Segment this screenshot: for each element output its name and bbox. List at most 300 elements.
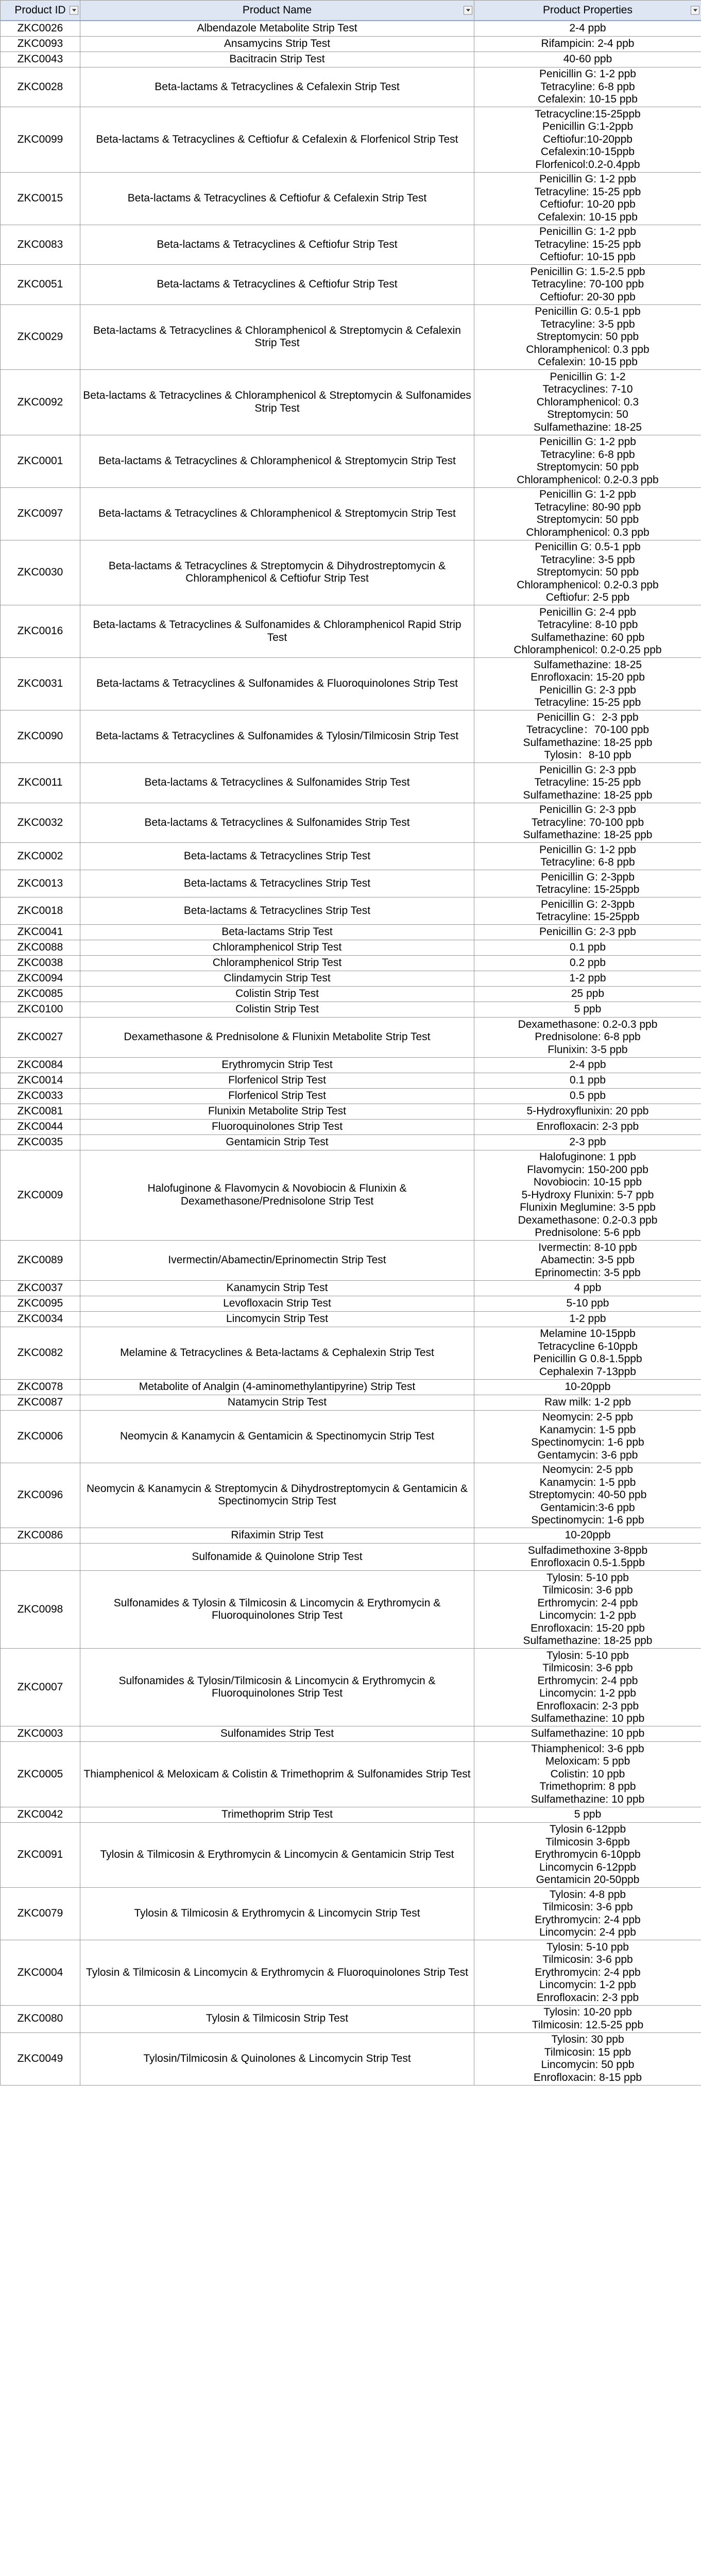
property-line: Erythromycin: 2-4 ppb (535, 1966, 641, 1978)
cell-product-properties[interactable] (474, 1463, 701, 1528)
cell-product-name[interactable]: Chloramphenicol Strip Test (80, 956, 474, 971)
cell-product-id[interactable]: ZKC0096 (1, 1463, 80, 1528)
cell-product-name[interactable]: Beta-lactams & Tetracyclines & Sulfonamides Strip Test (80, 763, 474, 803)
property-line: Sulfamethazine: 60 ppb (531, 631, 645, 643)
cell-product-id[interactable]: ZKC0002 (1, 843, 80, 870)
property-line: Ceftiofur: 10-20 ppb (540, 198, 636, 210)
filter-dropdown-icon[interactable] (691, 6, 699, 15)
cell-product-id[interactable]: ZKC0016 (1, 605, 80, 658)
cell-product-id[interactable]: ZKC0034 (1, 1311, 80, 1327)
table-row (1, 1571, 701, 1649)
cell-product-name[interactable]: Thiamphenicol & Meloxicam & Colistin & Trimethoprim & Sulfonamides Strip Test (80, 1742, 474, 1807)
cell-product-id[interactable]: ZKC0098 (1, 1571, 80, 1649)
cell-product-name[interactable]: Flunixin Metabolite Strip Test (80, 1104, 474, 1119)
property-line: Chloramphenicol: 0.3 ppb (526, 526, 649, 538)
property-line: Penicillin G: 1-2 ppb (539, 173, 636, 185)
table-body (1, 21, 701, 2085)
cell-product-properties[interactable] (474, 1379, 701, 1395)
property-line: Lincomycin: 1-2 ppb (539, 1979, 636, 1991)
table-row (1, 1018, 701, 1058)
cell-product-id[interactable]: ZKC0093 (1, 36, 80, 52)
cell-product-properties[interactable] (474, 1241, 701, 1281)
filter-dropdown-icon[interactable] (464, 6, 472, 15)
cell-product-properties[interactable] (474, 803, 701, 843)
table-row (1, 1807, 701, 1822)
cell-product-properties[interactable] (474, 370, 701, 435)
cell-product-id[interactable]: ZKC0078 (1, 1379, 80, 1395)
cell-product-id[interactable]: ZKC0033 (1, 1088, 80, 1104)
column-header-label: Product Name (242, 4, 312, 16)
table-row (1, 843, 701, 870)
table-row (1, 36, 701, 52)
property-line: Abamectin: 3-5 ppb (540, 1254, 635, 1266)
cell-product-properties[interactable] (474, 52, 701, 67)
cell-product-name[interactable]: Neomycin & Kanamycin & Gentamicin & Spectinomycin Strip Test (80, 1410, 474, 1463)
property-line: Penicillin G: 1-2 ppb (539, 226, 636, 238)
table-row (1, 1104, 701, 1119)
cell-product-name[interactable]: Fluoroquinolones Strip Test (80, 1119, 474, 1134)
cell-product-name[interactable]: Beta-lactams & Tetracyclines & Sulfonamides Strip Test (80, 803, 474, 843)
property-line: Penicillin G:1-2ppb (542, 121, 634, 132)
cell-product-name[interactable]: Tylosin & Tilmicosin & Erythromycin & Lincomycin Strip Test (80, 1888, 474, 1940)
cell-product-name[interactable]: Metabolite of Analgin (4-aminomethylantipyrine) Strip Test (80, 1379, 474, 1395)
property-line: Penicillin G: 1-2 ppb (539, 68, 636, 80)
cell-product-id[interactable]: ZKC0049 (1, 2032, 80, 2085)
property-line: 0.5 ppb (569, 1089, 606, 1101)
property-line: Meloxicam: 5 ppb (545, 1755, 630, 1767)
cell-product-properties[interactable] (474, 107, 701, 173)
cell-product-name[interactable]: Kanamycin Strip Test (80, 1280, 474, 1296)
cell-product-properties[interactable] (474, 67, 701, 107)
property-line: Sulfamethazine: 10 ppb (531, 1793, 645, 1805)
cell-product-name[interactable]: Trimethoprim Strip Test (80, 1807, 474, 1822)
cell-product-properties[interactable] (474, 487, 701, 540)
cell-product-properties[interactable] (474, 1410, 701, 1463)
cell-product-properties[interactable] (474, 940, 701, 956)
cell-product-properties[interactable] (474, 1807, 701, 1822)
property-line: 5 ppb (574, 1808, 602, 1820)
cell-product-properties[interactable] (474, 763, 701, 803)
cell-product-id[interactable]: ZKC0084 (1, 1057, 80, 1073)
cell-product-id[interactable]: ZKC0090 (1, 710, 80, 763)
table-row (1, 1119, 701, 1134)
cell-product-name[interactable]: Sulfonamides & Tylosin & Tilmicosin & Lincomycin & Erythromycin & Fluoroquinolones Strip Test (80, 1571, 474, 1649)
cell-product-properties[interactable] (474, 21, 701, 36)
cell-product-properties[interactable] (474, 540, 701, 605)
property-line: 1-2 ppb (569, 1312, 606, 1325)
property-line: Enrofloxacin: 2-3 ppb (536, 1700, 639, 1712)
cell-product-properties[interactable] (474, 1057, 701, 1073)
cell-product-id[interactable]: ZKC0001 (1, 435, 80, 487)
property-line: Chloramphenicol: 0.2-0.3 ppb (517, 579, 659, 591)
table-row (1, 803, 701, 843)
cell-product-id[interactable]: ZKC0015 (1, 172, 80, 225)
cell-product-id[interactable]: ZKC0091 (1, 1822, 80, 1888)
cell-product-id[interactable]: ZKC0007 (1, 1649, 80, 1726)
cell-product-name[interactable]: Beta-lactams & Tetracyclines & Ceftiofur Strip Test (80, 225, 474, 265)
property-line: Ceftiofur:10-20ppb (543, 133, 632, 145)
cell-product-name[interactable]: Rifaximin Strip Test (80, 1528, 474, 1544)
cell-product-id[interactable]: ZKC0043 (1, 52, 80, 67)
cell-product-properties[interactable] (474, 1327, 701, 1379)
property-line: Ivermectin: 8-10 ppb (538, 1241, 637, 1253)
cell-product-name[interactable]: Neomycin & Kanamycin & Streptomycin & Dihydrostreptomycin & Gentamicin & Spectinomycin Strip Test (80, 1463, 474, 1528)
property-line: Cefalexin:10-15ppb (540, 146, 635, 158)
property-line: Tylosin: 4-8 ppb (549, 1888, 626, 1901)
cell-product-name[interactable]: Tylosin & Tilmicosin & Erythromycin & Lincomycin & Gentamicin Strip Test (80, 1822, 474, 1888)
cell-product-id[interactable]: ZKC0013 (1, 870, 80, 897)
cell-product-id[interactable]: ZKC0082 (1, 1327, 80, 1379)
cell-product-id[interactable]: ZKC0032 (1, 803, 80, 843)
cell-product-properties[interactable] (474, 1088, 701, 1104)
table-row (1, 1280, 701, 1296)
cell-product-name[interactable]: Clindamycin Strip Test (80, 971, 474, 987)
property-line: Enrofloxacin: 2-3 ppb (536, 1120, 639, 1132)
property-line: Streptomycin: 50 ppb (536, 461, 639, 473)
cell-product-id[interactable]: ZKC0004 (1, 1940, 80, 2006)
cell-product-id[interactable]: ZKC0014 (1, 1073, 80, 1088)
property-line: Penicillin G: 2-3 ppb (539, 804, 636, 816)
property-line: Cephalexin 7-13ppb (539, 1365, 636, 1378)
cell-product-name[interactable]: Colistin Strip Test (80, 1002, 474, 1018)
cell-product-id[interactable]: ZKC0038 (1, 956, 80, 971)
column-header-product-id (1, 1, 80, 21)
property-line: Gentamycin: 3-6 ppb (537, 1449, 638, 1461)
cell-product-name[interactable]: Sulfonamide & Quinolone Strip Test (80, 1544, 474, 1571)
cell-product-properties[interactable] (474, 1395, 701, 1410)
cell-product-id[interactable]: ZKC0094 (1, 971, 80, 987)
cell-product-id[interactable]: ZKC0006 (1, 1410, 80, 1463)
cell-product-properties[interactable] (474, 1280, 701, 1296)
cell-product-name[interactable]: Beta-lactams & Tetracyclines & Sulfonamides & Fluoroquinolones Strip Test (80, 658, 474, 710)
property-line: Sulfamethazine: 10 ppb (531, 1713, 645, 1724)
property-line: 5-Hydroxy Flunixin: 5-7 ppb (521, 1189, 654, 1201)
property-line: Tetracyline: 70-100 ppb (531, 278, 644, 290)
table-row (1, 1940, 701, 2006)
cell-product-properties[interactable] (474, 2032, 701, 2085)
property-line: Trimethoprim: 8 ppb (539, 1781, 636, 1792)
table-row (1, 956, 701, 971)
cell-product-id[interactable]: ZKC0086 (1, 1528, 80, 1544)
property-line: Spectinomycin: 1-6 ppb (531, 1514, 644, 1526)
property-line: Erthromycin: 2-4 ppb (537, 1597, 638, 1609)
property-line: Streptomycin: 40-50 ppb (528, 1489, 647, 1501)
property-line: Tilmicosin: 3-6 ppb (542, 1954, 633, 1965)
cell-product-id[interactable]: ZKC0026 (1, 21, 80, 36)
property-line: Tetracyline: 80-90 ppb (534, 501, 641, 513)
property-line: Streptomycin: 50 (547, 409, 628, 420)
property-line: Chloramphenicol: 0.2-0.3 ppb (517, 473, 659, 486)
cell-product-name[interactable]: Beta-lactams & Tetracyclines & Sulfonamides & Chloramphenicol Rapid Strip Test (80, 605, 474, 658)
cell-product-properties[interactable] (474, 897, 701, 925)
cell-product-name[interactable]: Beta-lactams & Tetracyclines & Streptomycin & Dihydrostreptomycin & Chloramphenicol & Ceftiofur Strip Test (80, 540, 474, 605)
property-line: Kanamycin: 1-5 ppb (539, 1423, 636, 1436)
cell-product-properties[interactable] (474, 1940, 701, 2006)
cell-product-name[interactable]: Chloramphenicol Strip Test (80, 940, 474, 956)
cell-product-properties[interactable] (474, 925, 701, 940)
cell-product-name[interactable]: Beta-lactams & Tetracyclines & Chloramphenicol & Streptomycin Strip Test (80, 435, 474, 487)
cell-product-name[interactable]: Erythromycin Strip Test (80, 1057, 474, 1073)
property-line: 40-60 ppb (563, 53, 612, 65)
property-line: Tilmicosin: 3-6 ppb (542, 1901, 633, 1913)
cell-product-name[interactable]: Beta-lactams & Tetracyclines & Chloramphenicol & Streptomycin & Cefalexin Strip Test (80, 304, 474, 370)
cell-product-properties[interactable] (474, 870, 701, 897)
cell-product-properties[interactable] (474, 658, 701, 710)
property-line: Erythromycin: 2-4 ppb (535, 1913, 641, 1926)
property-line: Halofuginone: 1 ppb (539, 1151, 636, 1163)
property-line: Tetracycline 6-10ppb (538, 1340, 638, 1352)
cell-product-name[interactable]: Colistin Strip Test (80, 987, 474, 1002)
property-line: Enrofloxacin: 15-20 ppb (531, 671, 645, 683)
cell-product-id[interactable]: ZKC0029 (1, 304, 80, 370)
cell-product-id[interactable]: ZKC0087 (1, 1395, 80, 1410)
property-line: 10-20ppb (565, 1529, 611, 1541)
cell-product-properties[interactable] (474, 1150, 701, 1241)
property-line: Tilmicosin: 15 ppb (544, 2046, 631, 2058)
property-line: Tilmicosin: 12.5-25 ppb (532, 2019, 644, 2031)
property-line: Lincomycin: 2-4 ppb (539, 1926, 636, 1938)
cell-product-properties[interactable] (474, 1002, 701, 1018)
property-line: Erthromycin: 2-4 ppb (537, 1674, 638, 1687)
property-line: Tilmicosin: 3-6 ppb (542, 1662, 633, 1674)
cell-product-properties[interactable] (474, 225, 701, 265)
table-row (1, 304, 701, 370)
property-line: Ceftiofur: 2-5 ppb (545, 591, 630, 603)
cell-product-properties[interactable] (474, 1822, 701, 1888)
cell-product-properties[interactable] (474, 1073, 701, 1088)
cell-product-id[interactable]: ZKC0028 (1, 67, 80, 107)
cell-product-name[interactable]: Beta-lactams & Tetracyclines Strip Test (80, 897, 474, 925)
table-row (1, 1088, 701, 1104)
table-row (1, 1395, 701, 1410)
cell-product-id[interactable]: ZKC0041 (1, 925, 80, 940)
table-row (1, 1742, 701, 1807)
property-line: Enrofloxacin 0.5-1.5ppb (531, 1557, 645, 1569)
property-line: Penicillin G: 0.5-1 ppb (535, 306, 641, 317)
cell-product-name[interactable]: Beta-lactams & Tetracyclines Strip Test (80, 843, 474, 870)
property-line: Tetracyline: 3-5 ppb (540, 318, 635, 330)
cell-product-name[interactable]: Beta-lactams & Tetracyclines & Ceftiofur & Cefalexin Strip Test (80, 172, 474, 225)
cell-product-properties[interactable] (474, 987, 701, 1002)
cell-product-id[interactable]: ZKC0095 (1, 1296, 80, 1311)
property-line: Thiamphenicol: 3-6 ppb (531, 1742, 644, 1755)
property-line: Ceftiofur: 20-30 ppb (540, 291, 636, 303)
cell-product-id[interactable]: ZKC0089 (1, 1241, 80, 1281)
cell-product-name[interactable]: Gentamicin Strip Test (80, 1134, 474, 1150)
table-row (1, 435, 701, 487)
table-row (1, 67, 701, 107)
cell-product-name[interactable]: Ivermectin/Abamectin/Eprinomectin Strip Test (80, 1241, 474, 1281)
property-line: Chloramphenicol: 0.3 (536, 396, 639, 408)
cell-product-name[interactable]: Beta-lactams & Tetracyclines & Chloramphenicol & Streptomycin Strip Test (80, 487, 474, 540)
cell-product-properties[interactable] (474, 1119, 701, 1134)
property-line: Tetracyline: 15-25ppb (536, 911, 640, 923)
cell-product-properties[interactable] (474, 1571, 701, 1649)
cell-product-id[interactable]: ZKC0031 (1, 658, 80, 710)
cell-product-properties[interactable] (474, 1649, 701, 1726)
cell-product-properties[interactable] (474, 1528, 701, 1544)
property-line: Tylosin: 30 ppb (551, 2033, 624, 2045)
table-row (1, 21, 701, 36)
property-line: Flunixin Meglumine: 3-5 ppb (520, 1201, 656, 1213)
cell-product-properties[interactable] (474, 605, 701, 658)
property-line: Kanamycin: 1-5 ppb (539, 1476, 636, 1488)
cell-product-properties[interactable] (474, 1544, 701, 1571)
cell-product-id[interactable]: ZKC0051 (1, 265, 80, 305)
cell-product-name[interactable]: Halofuginone & Flavomycin & Novobiocin & Flunixin & Dexamethasone/Prednisolone Strip Test (80, 1150, 474, 1241)
table-row (1, 1311, 701, 1327)
cell-product-name[interactable]: Lincomycin Strip Test (80, 1311, 474, 1327)
cell-product-properties[interactable] (474, 2005, 701, 2032)
table-row (1, 1002, 701, 1018)
cell-product-id[interactable]: ZKC0100 (1, 1002, 80, 1018)
cell-product-properties[interactable] (474, 1134, 701, 1150)
property-line: Enrofloxacin: 8-15 ppb (533, 2071, 642, 2083)
cell-product-properties[interactable] (474, 971, 701, 987)
property-line: Streptomycin: 50 ppb (536, 514, 639, 526)
cell-product-properties[interactable] (474, 1018, 701, 1058)
cell-product-id[interactable]: ZKC0085 (1, 987, 80, 1002)
cell-product-properties[interactable] (474, 265, 701, 305)
cell-product-properties[interactable] (474, 1104, 701, 1119)
cell-product-id[interactable]: ZKC0081 (1, 1104, 80, 1119)
cell-product-name[interactable]: Beta-lactams & Tetracyclines & Sulfonamides & Tylosin/Tilmicosin Strip Test (80, 710, 474, 763)
property-line: Tylosin: 5-10 ppb (546, 1649, 629, 1662)
cell-product-name[interactable]: Natamycin Strip Test (80, 1395, 474, 1410)
cell-product-properties[interactable] (474, 1296, 701, 1311)
table-row (1, 971, 701, 987)
table-row (1, 870, 701, 897)
property-line: Cefalexin: 10-15 ppb (538, 211, 638, 223)
cell-product-name[interactable]: Tylosin & Tilmicosin & Lincomycin & Erythromycin & Fluoroquinolones Strip Test (80, 1940, 474, 2006)
property-line: 2-4 ppb (569, 22, 606, 34)
cell-product-name[interactable]: Beta-lactams & Tetracyclines & Cefalexin Strip Test (80, 67, 474, 107)
property-line: 0.1 ppb (569, 941, 606, 954)
cell-product-name[interactable]: Sulfonamides Strip Test (80, 1726, 474, 1742)
cell-product-properties[interactable] (474, 1742, 701, 1807)
cell-product-name[interactable]: Beta-lactams & Tetracyclines & Ceftiofur Strip Test (80, 265, 474, 305)
cell-product-name[interactable]: Beta-lactams & Tetracyclines & Chloramphenicol & Streptomycin & Sulfonamides Strip Test (80, 370, 474, 435)
property-line: Sulfamethazine: 18-25 ppb (523, 1635, 653, 1647)
cell-product-id[interactable]: ZKC0035 (1, 1134, 80, 1150)
property-line: Sulfamethazine: 18-25 ppb (523, 829, 653, 841)
cell-product-properties[interactable] (474, 172, 701, 225)
cell-product-id[interactable]: ZKC0099 (1, 107, 80, 173)
cell-product-name[interactable]: Beta-lactams & Tetracyclines Strip Test (80, 870, 474, 897)
table-row (1, 940, 701, 956)
cell-product-properties[interactable] (474, 956, 701, 971)
property-line: Florfenicol:0.2-0.4ppb (535, 158, 640, 171)
property-line: Enrofloxacin: 15-20 ppb (531, 1622, 645, 1634)
property-line: Tetracyline: 70-100 ppb (531, 816, 644, 828)
cell-product-id[interactable]: ZKC0003 (1, 1726, 80, 1742)
table-row (1, 1379, 701, 1395)
cell-product-id[interactable]: ZKC0080 (1, 2005, 80, 2032)
cell-product-id[interactable]: ZKC0083 (1, 225, 80, 265)
property-line: Spectinomycin: 1-6 ppb (531, 1436, 644, 1448)
cell-product-name[interactable]: Levofloxacin Strip Test (80, 1296, 474, 1311)
cell-product-name[interactable]: Florfenicol Strip Test (80, 1073, 474, 1088)
table-row (1, 1544, 701, 1571)
table-row (1, 2005, 701, 2032)
property-line: Flavomycin: 150-200 ppb (527, 1163, 648, 1176)
cell-product-id[interactable]: ZKC0092 (1, 370, 80, 435)
property-line: Tetracyclines: 7-10 (542, 383, 633, 395)
cell-product-id[interactable] (1, 1544, 80, 1571)
cell-product-name[interactable]: Ansamycins Strip Test (80, 36, 474, 52)
cell-product-name[interactable]: Albendazole Metabolite Strip Test (80, 21, 474, 36)
cell-product-id[interactable]: ZKC0005 (1, 1742, 80, 1807)
cell-product-name[interactable]: Sulfonamides & Tylosin/Tilmicosin & Lincomycin & Erythromycin & Fluoroquinolones Strip Test (80, 1649, 474, 1726)
cell-product-id[interactable]: ZKC0030 (1, 540, 80, 605)
table-row (1, 1888, 701, 1940)
cell-product-id[interactable]: ZKC0018 (1, 897, 80, 925)
table-row (1, 540, 701, 605)
cell-product-id[interactable]: ZKC0079 (1, 1888, 80, 1940)
property-line: Penicillin G: 1-2 ppb (539, 488, 636, 500)
property-line: Sulfamethazine: 18-25 ppb (523, 789, 653, 801)
cell-product-properties[interactable] (474, 304, 701, 370)
cell-product-properties[interactable] (474, 1888, 701, 1940)
property-line: Dexamethasone: 0.2-0.3 ppb (518, 1214, 658, 1226)
property-line: Penicillin G: 2-3 ppb (539, 926, 636, 938)
property-line: 5-Hydroxyflunixin: 20 ppb (526, 1105, 649, 1117)
cell-product-name[interactable]: Beta-lactams & Tetracyclines & Ceftiofur & Cefalexin & Florfenicol Strip Test (80, 107, 474, 173)
cell-product-name[interactable]: Beta-lactams Strip Test (80, 925, 474, 940)
property-line: Prednisolone: 5-6 ppb (535, 1227, 641, 1239)
cell-product-properties[interactable] (474, 435, 701, 487)
property-line: Sulfamethazine: 18-25 (533, 658, 642, 671)
filter-dropdown-icon[interactable] (70, 6, 78, 15)
table-row (1, 1241, 701, 1281)
property-line: Chloramphenicol: 0.2-0.25 ppb (514, 644, 662, 656)
cell-product-properties[interactable] (474, 1311, 701, 1327)
cell-product-name[interactable]: Melamine & Tetracyclines & Beta-lactams & Cephalexin Strip Test (80, 1327, 474, 1379)
property-line: Flunixin: 3-5 ppb (548, 1043, 628, 1056)
cell-product-name[interactable]: Bacitracin Strip Test (80, 52, 474, 67)
cell-product-name[interactable]: Tylosin & Tilmicosin Strip Test (80, 2005, 474, 2032)
cell-product-id[interactable]: ZKC0042 (1, 1807, 80, 1822)
cell-product-name[interactable]: Dexamethasone & Prednisolone & Flunixin Metabolite Strip Test (80, 1018, 474, 1058)
property-line: Penicillin G: 1-2 (550, 370, 626, 383)
table-row (1, 52, 701, 67)
cell-product-id[interactable]: ZKC0097 (1, 487, 80, 540)
cell-product-name[interactable]: Florfenicol Strip Test (80, 1088, 474, 1104)
property-line: 5-10 ppb (566, 1297, 609, 1309)
cell-product-properties[interactable] (474, 1726, 701, 1742)
property-line: Tylosin 6-12ppb (549, 1823, 626, 1835)
cell-product-properties[interactable] (474, 36, 701, 52)
property-line: Raw milk: 1-2 ppb (544, 1396, 631, 1408)
property-line: Penicillin G: 1-2 ppb (539, 436, 636, 448)
property-line: Lincomycin: 1-2 ppb (539, 1687, 636, 1699)
cell-product-id[interactable]: ZKC0037 (1, 1280, 80, 1296)
cell-product-name[interactable]: Tylosin/Tilmicosin & Quinolones & Lincomycin Strip Test (80, 2032, 474, 2085)
column-header-product-properties (474, 1, 701, 21)
table-row (1, 370, 701, 435)
property-line: Streptomycin: 50 ppb (536, 566, 639, 578)
cell-product-id[interactable]: ZKC0027 (1, 1018, 80, 1058)
cell-product-properties[interactable] (474, 843, 701, 870)
column-header-label: Product Properties (543, 4, 632, 16)
property-line: Tilmicosin 3-6ppb (545, 1836, 630, 1848)
cell-product-id[interactable]: ZKC0088 (1, 940, 80, 956)
cell-product-properties[interactable] (474, 710, 701, 763)
cell-product-id[interactable]: ZKC0011 (1, 763, 80, 803)
cell-product-id[interactable]: ZKC0044 (1, 1119, 80, 1134)
cell-product-id[interactable]: ZKC0009 (1, 1150, 80, 1241)
property-line: Penicillin G：2-3 ppb (537, 711, 639, 723)
